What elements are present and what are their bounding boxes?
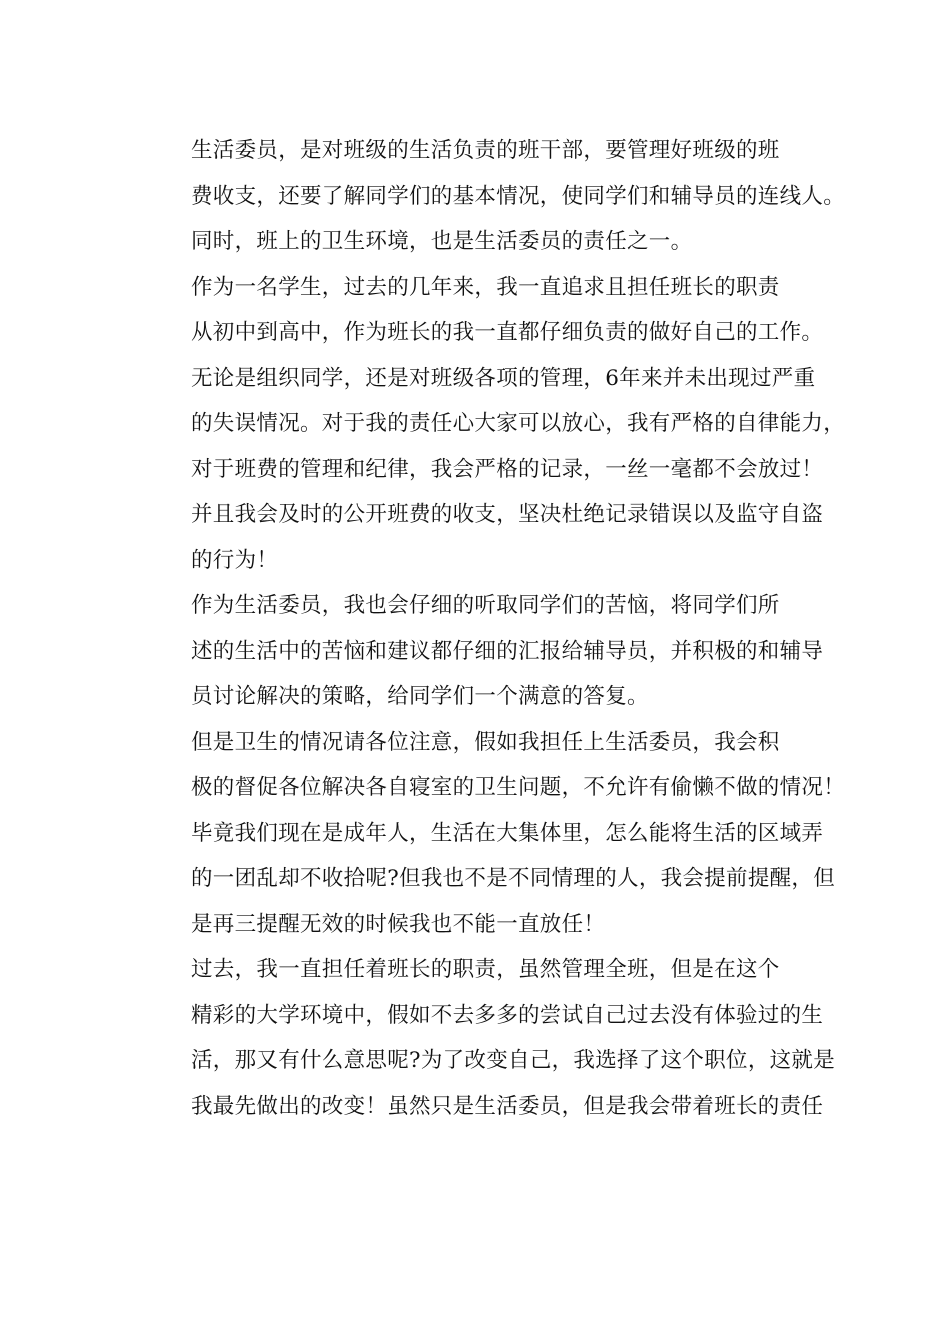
- text-line: 极的督促各位解决各自寝室的卫生问题，不允许有偷懒不做的情况！: [191, 775, 846, 800]
- paragraph-3: [146, 583, 836, 720]
- text-line: 生活委员，是对班级的生活负责的班干部，要管理好班级的班: [191, 138, 780, 163]
- text-line: 是再三提醒无效的时候我也不能一直放任！: [191, 911, 606, 937]
- document-body: [146, 128, 846, 1129]
- text-line: 作为生活委员，我也会仔细的听取同学们的苦恼，将同学们所: [191, 593, 780, 618]
- text-line: 作为一名学生，过去的几年来，我一直追求且担任班长的职责: [191, 274, 780, 300]
- text-line: 的失误情况。对于我的责任心大家可以放心，我有严格的自律能力，: [191, 411, 846, 436]
- paragraph-4: [146, 720, 846, 948]
- text-line: 员讨论解决的策略，给同学们一个满意的答复。: [191, 684, 649, 709]
- text-line: 我最先做出的改变！虽然只是生活委员，但是我会带着班长的责任: [191, 1093, 824, 1119]
- text-line: 活，那又有什么意思呢?为了改变自己，我选择了这个职位，这就是: [191, 1048, 836, 1073]
- text-line: 述的生活中的苦恼和建议都仔细的汇报给辅导员，并积极的和辅导: [191, 638, 824, 664]
- paragraph-1: [146, 128, 846, 265]
- text-line: 的一团乱却不收拾呢?但我也不是不同情理的人，我会提前提醒，但: [191, 866, 836, 891]
- text-line: 费收支，还要了解同学们的基本情况，使同学们和辅导员的连线人。: [191, 183, 846, 209]
- text-line: 并且我会及时的公开班费的收支，坚决杜绝记录错误以及监守自盗: [191, 502, 824, 527]
- text-line: 精彩的大学环境中，假如不去多多的尝试自己过去没有体验过的生: [191, 1002, 824, 1028]
- text-line: 毕竟我们现在是成年人，生活在大集体里，怎么能将生活的区域弄: [191, 820, 824, 846]
- text-line: 的行为！: [191, 547, 279, 573]
- text-line: 对于班费的管理和纪律，我会严格的记录，一丝一毫都不会放过！: [191, 456, 824, 482]
- text-line: 但是卫生的情况请各位注意，假如我担任上生活委员，我会积: [191, 729, 780, 755]
- text-line: 从初中到高中，作为班长的我一直都仔细负责的做好自己的工作。: [191, 320, 824, 345]
- paragraph-2: [146, 265, 846, 584]
- text-line: 无论是组织同学，还是对班级各项的管理，6年来并未出现过严重: [191, 365, 816, 391]
- text-line: 过去，我一直担任着班长的职责，虽然管理全班，但是在这个: [191, 957, 780, 982]
- text-line: 同时，班上的卫生环境，也是生活委员的责任之一。: [191, 229, 693, 254]
- paragraph-5: [146, 947, 836, 1129]
